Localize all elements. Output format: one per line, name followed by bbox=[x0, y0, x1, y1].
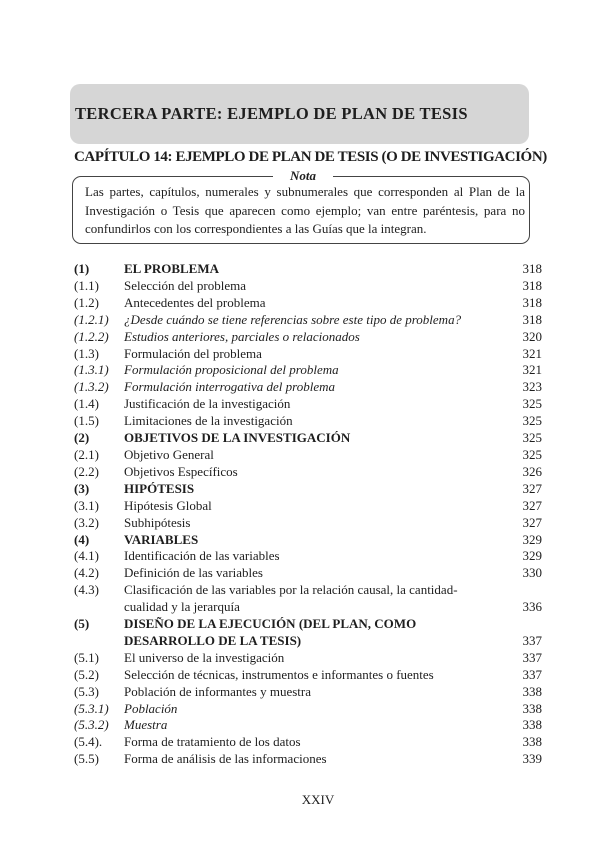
toc-number: (5.3.1) bbox=[74, 700, 109, 716]
toc-number: (5) bbox=[74, 616, 90, 632]
toc-entry bbox=[74, 295, 542, 312]
toc-entry bbox=[74, 379, 542, 396]
toc-title: El universo de la investigación bbox=[124, 649, 285, 665]
toc-number: (1.1) bbox=[74, 277, 99, 293]
toc-number: (3) bbox=[74, 480, 90, 496]
toc-entry bbox=[74, 430, 542, 447]
table-of-contents bbox=[74, 261, 542, 768]
toc-page: 338 bbox=[522, 700, 542, 716]
toc-number: (1.3.2) bbox=[74, 379, 109, 395]
toc-entry bbox=[74, 532, 542, 549]
toc-entry bbox=[74, 701, 542, 718]
chapter-title: CAPÍTULO 14: EJEMPLO DE PLAN DE TESIS (O DE INVESTIGACIÓN) bbox=[74, 149, 547, 165]
toc-page: 330 bbox=[522, 565, 542, 581]
toc-page: 325 bbox=[522, 430, 542, 446]
toc-entry bbox=[74, 717, 542, 734]
toc-number: (1.2) bbox=[74, 294, 99, 310]
toc-page: 338 bbox=[522, 717, 542, 733]
toc-number: (1.2.1) bbox=[74, 311, 109, 327]
toc-entry bbox=[74, 751, 542, 768]
toc-number: (2.2) bbox=[74, 463, 99, 479]
toc-number: (5.5) bbox=[74, 751, 99, 767]
toc-page: 325 bbox=[522, 446, 542, 462]
toc-page: 321 bbox=[522, 345, 542, 361]
part-banner bbox=[70, 84, 529, 144]
toc-number: (2) bbox=[74, 430, 90, 446]
toc-entry bbox=[74, 447, 542, 464]
toc-entry bbox=[74, 515, 542, 532]
toc-title: Formulación interrogativa del problema bbox=[124, 379, 335, 395]
toc-entry bbox=[74, 261, 542, 278]
toc-number: (4) bbox=[74, 531, 90, 547]
toc-number: (1.4) bbox=[74, 396, 99, 412]
toc-title: Forma de tratamiento de los datos bbox=[124, 734, 301, 750]
toc-title: Estudios anteriores, parciales o relacionados bbox=[124, 328, 360, 344]
toc-title: HIPÓTESIS bbox=[124, 480, 195, 496]
toc-page: 329 bbox=[522, 548, 542, 564]
toc-title: Subhipótesis bbox=[124, 514, 191, 530]
toc-number: (5.2) bbox=[74, 666, 99, 682]
toc-page: 325 bbox=[522, 413, 542, 429]
toc-page: 339 bbox=[522, 751, 542, 767]
toc-page: 327 bbox=[522, 514, 542, 530]
toc-entry bbox=[74, 565, 542, 582]
toc-entry bbox=[74, 481, 542, 498]
toc-entry bbox=[74, 498, 542, 515]
toc-title: Justificación de la investigación bbox=[124, 396, 291, 412]
toc-title: Objetivo General bbox=[124, 446, 214, 462]
toc-number: (1.2.2) bbox=[74, 328, 109, 344]
toc-page: 321 bbox=[522, 362, 542, 378]
toc-title: DISEÑO DE LA EJECUCIÓN (DEL PLAN, COMO DESARROLLO DE LA TESIS) bbox=[124, 616, 417, 648]
toc-page: 318 bbox=[522, 294, 542, 310]
toc-entry bbox=[74, 312, 542, 329]
toc-number: (4.3) bbox=[74, 582, 99, 598]
toc-title: ¿Desde cuándo se tiene referencias sobre este tipo de problema? bbox=[124, 311, 462, 327]
toc-page: 320 bbox=[522, 328, 542, 344]
page-number: XXIV bbox=[301, 792, 335, 807]
toc-entry bbox=[74, 582, 542, 616]
toc-page: 337 bbox=[522, 632, 542, 648]
toc-entry bbox=[74, 548, 542, 565]
toc-page: 325 bbox=[522, 396, 542, 412]
toc-title: Selección del problema bbox=[124, 277, 247, 293]
toc-page: 326 bbox=[522, 463, 542, 479]
toc-number: (4.1) bbox=[74, 548, 99, 564]
toc-title: Antecedentes del problema bbox=[124, 294, 266, 310]
toc-title: Formulación del problema bbox=[124, 345, 262, 361]
toc-number: (4.2) bbox=[74, 565, 99, 581]
toc-title: OBJETIVOS DE LA INVESTIGACIÓN bbox=[124, 430, 351, 446]
toc-number: (1.3.1) bbox=[74, 362, 109, 378]
toc-title: Hipótesis Global bbox=[124, 497, 212, 513]
toc-entry bbox=[74, 278, 542, 295]
toc-title: EL PROBLEMA bbox=[124, 261, 219, 276]
toc-page: 318 bbox=[522, 311, 542, 327]
toc-title: Objetivos Específicos bbox=[124, 463, 238, 479]
part-title: TERCERA PARTE: EJEMPLO DE PLAN DE TESIS bbox=[75, 104, 468, 123]
toc-page: 338 bbox=[522, 734, 542, 750]
toc-title: Selección de técnicas, instrumentos e informantes o fuentes bbox=[124, 666, 434, 682]
toc-number: (3.1) bbox=[74, 497, 99, 513]
toc-title: VARIABLES bbox=[124, 531, 199, 547]
toc-number: (5.1) bbox=[74, 649, 99, 665]
toc-entry bbox=[74, 413, 542, 430]
toc-page: 337 bbox=[522, 666, 542, 682]
toc-number: (3.2) bbox=[74, 514, 99, 530]
toc-page: 318 bbox=[522, 261, 542, 276]
toc-entry bbox=[74, 362, 542, 379]
toc-number: (5.3) bbox=[74, 683, 99, 699]
toc-number: (1) bbox=[74, 261, 90, 276]
toc-page: 323 bbox=[522, 379, 542, 395]
toc-page: 327 bbox=[522, 497, 542, 513]
note-label: Nota bbox=[273, 169, 333, 183]
toc-title: Definición de las variables bbox=[124, 565, 263, 581]
toc-title: Muestra bbox=[124, 717, 168, 733]
toc-number: (1.5) bbox=[74, 413, 99, 429]
toc-page: 337 bbox=[522, 649, 542, 665]
toc-page: 327 bbox=[522, 480, 542, 496]
toc-title: Formulación proposicional del problema bbox=[124, 362, 339, 378]
toc-entry bbox=[74, 329, 542, 346]
toc-entry bbox=[74, 667, 542, 684]
toc-page: 329 bbox=[522, 531, 542, 547]
toc-entry bbox=[74, 346, 542, 363]
toc-number: (1.3) bbox=[74, 345, 99, 361]
toc-entry bbox=[74, 396, 542, 413]
toc-title: Identificación de las variables bbox=[124, 548, 280, 564]
toc-entry bbox=[74, 464, 542, 481]
toc-page: 338 bbox=[522, 683, 542, 699]
toc-title: Población de informantes y muestra bbox=[124, 683, 312, 699]
toc-number: (5.4). bbox=[74, 734, 103, 750]
toc-entry bbox=[74, 734, 542, 751]
toc-entry bbox=[74, 650, 542, 667]
toc-title: Población bbox=[124, 700, 178, 716]
toc-title: Forma de análisis de las informaciones bbox=[124, 751, 327, 767]
toc-entry bbox=[74, 616, 542, 650]
toc-title: Clasificación de las variables por la relación causal, la cantidad-cualidad y la jerarquía bbox=[124, 582, 458, 615]
toc-page: 318 bbox=[522, 277, 542, 293]
toc-number: (2.1) bbox=[74, 446, 99, 462]
toc-entry bbox=[74, 684, 542, 701]
toc-title: Limitaciones de la investigación bbox=[124, 413, 293, 429]
toc-number: (5.3.2) bbox=[74, 717, 109, 733]
toc-page: 336 bbox=[522, 599, 542, 615]
note-text: Las partes, capítulos, numerales y subnumerales que corresponden al Plan de la Investigación o Tesis que aparecen como ejemplo; van entre paréntesis, para no confundirlos con los correspondientes a las Guías que la integran. bbox=[85, 184, 525, 236]
note-box bbox=[72, 168, 530, 244]
